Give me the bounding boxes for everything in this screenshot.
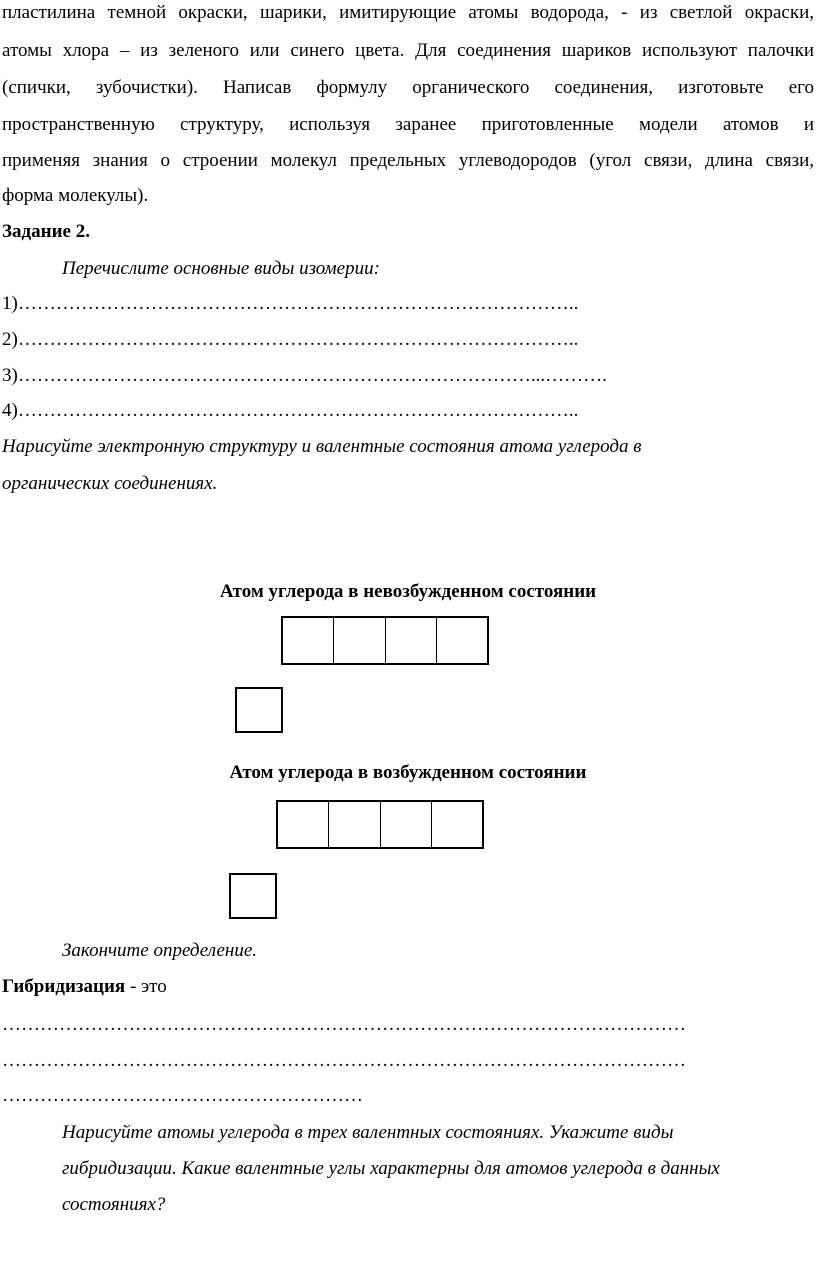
definition-instruction: Закончите определение.: [62, 940, 258, 961]
definition-rest: - это: [125, 976, 167, 997]
answer-line-2[interactable]: 2)……………………………………………………………………………..: [2, 329, 579, 350]
definition-line: [2, 976, 167, 998]
intro-line-3: (спички, зубочистки). Написав формулу органического соединения, изготовьте его: [2, 77, 814, 98]
orbital-cell: [334, 618, 385, 663]
ground-state-s-orbital: [235, 687, 283, 733]
draw-instruction-line-2: органических соединениях.: [2, 473, 218, 494]
ground-state-label: Атом углерода в невозбужденном состоянии: [219, 581, 597, 602]
excited-state-p-orbitals: [276, 800, 484, 849]
final-task-line-1: Нарисуйте атомы углерода в трех валентных состояниях. Укажите виды: [62, 1122, 674, 1143]
orbital-cell: [283, 618, 334, 663]
answer-line-1[interactable]: 1)……………………………………………………………………………..: [2, 293, 579, 314]
intro-line-5: применяя знания о строении молекул предельных углеводородов (угол связи, длина связи,: [2, 150, 814, 171]
definition-answer-line-2[interactable]: ………………………………………………………………………………………………: [2, 1050, 686, 1071]
intro-line-1: пластилина темной окраски, шарики, имитирующие атомы водорода, - из светлой окраски,: [2, 2, 814, 23]
excited-state-s-orbital: [229, 873, 277, 919]
orbital-cell: [432, 802, 482, 847]
definition-answer-line-1[interactable]: ………………………………………………………………………………………………: [2, 1014, 686, 1035]
definition-answer-line-3[interactable]: …………………………………………………: [2, 1085, 363, 1106]
intro-line-4: пространственную структуру, используя заранее приготовленные модели атомов и: [2, 114, 814, 135]
orbital-cell: [329, 802, 380, 847]
final-task-line-3: состояниях?: [62, 1194, 166, 1215]
orbital-cell: [278, 802, 329, 847]
definition-term: Гибридизация: [2, 976, 126, 997]
answer-line-4[interactable]: 4)……………………………………………………………………………..: [2, 400, 579, 421]
draw-instruction-line-1: Нарисуйте электронную структуру и валентные состояния атома углерода в: [2, 436, 642, 457]
intro-line-6: форма молекулы).: [2, 185, 149, 206]
isomerism-instruction: Перечислите основные виды изомерии:: [62, 258, 380, 279]
excited-state-label: Атом углерода в возбужденном состоянии: [229, 762, 587, 783]
answer-line-3[interactable]: 3)………………………………………………………………………...……….: [2, 365, 607, 386]
final-task-line-2: гибридизации. Какие валентные углы характерны для атомов углерода в данных: [62, 1158, 720, 1179]
orbital-cell: [386, 618, 437, 663]
orbital-cell: [437, 618, 487, 663]
task2-heading: Задание 2.: [2, 221, 90, 242]
ground-state-p-orbitals: [281, 616, 489, 665]
intro-line-2: атомы хлора – из зеленого или синего цвета. Для соединения шариков используют палочки: [2, 40, 814, 61]
orbital-cell: [381, 802, 432, 847]
